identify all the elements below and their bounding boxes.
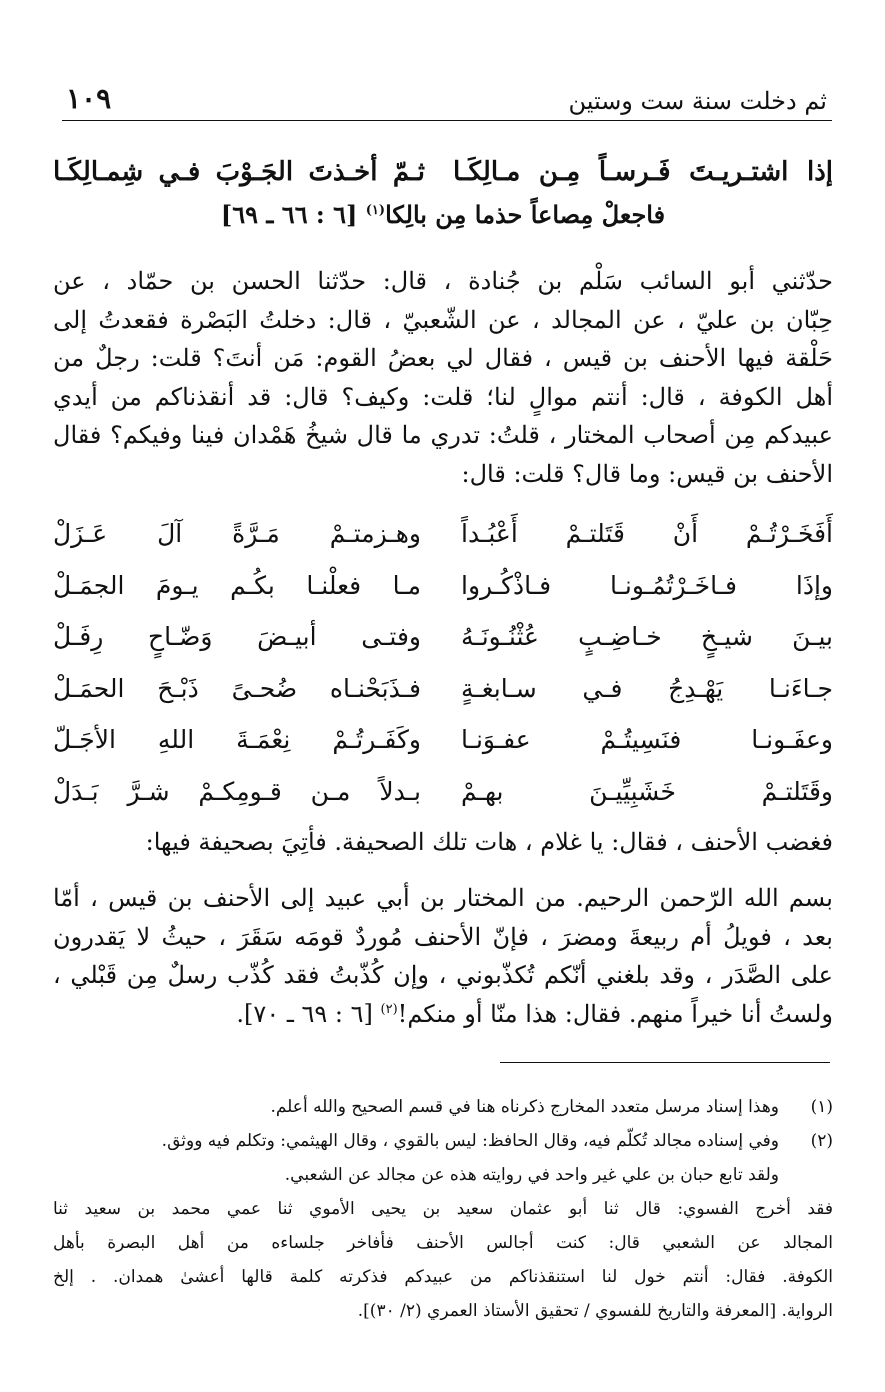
running-header: ثم دخلت سنة ست وستين <box>568 87 827 115</box>
verse-hemistich-second: مـا فعلْنـا بكُـم يـومَ الجمَـلْ <box>53 570 421 600</box>
verse-hemistich-first: جـاءَنـا يَهْـدِجُ فـي سـابغـةٍ <box>461 673 833 703</box>
verse-hemistich-second: بـدلاً مـن قـومِكـمْ شـرَّ بَـدَلْ <box>53 776 421 806</box>
verse-hemistich-second: فـذَبَحْنـاه ضُحـىً ذَبْـحَ الحمَـلْ <box>53 673 421 703</box>
footnote-number: (٢) <box>810 1131 833 1151</box>
verse-hemistich-first: إذا اشتـريـتَ فَـرسـاً مِـن مـالِكَـا <box>453 157 833 187</box>
verse-hemistich-first: بيـنَ شيـخٍ خـاضِـبٍ عُثْنُـونَـهُ <box>461 622 833 652</box>
source-reference: [٦ : ٦٦ ـ ٦٩] <box>220 200 358 229</box>
footnote-2-continuation: ولقد تابع حبان بن علي غير واحد في روايته هذه عن مجالد عن الشعبي. <box>284 1165 779 1185</box>
footnote-2-continuation: الكوفة. فقال: أنتم خول لنا استنقذناكم من عبيدكم فذكرته كلمة قالها أعشىٰ همدان. . إلخ <box>53 1267 833 1287</box>
header-divider <box>62 120 832 121</box>
footnote-2-continuation: الرواية. [المعرفة والتاريخ للفسوي / تحقيق الأستاذ العمري (٢/ ٣٠)]. <box>357 1301 833 1321</box>
poem-verse <box>53 514 833 566</box>
page-number: ١٠٩ <box>66 82 112 115</box>
footnote-text: وفي إسناده مجالد تُكلّم فيه، وقال الحافظ: ليس بالقوي ، وقال الهيثمي: وتكلم فيه ووثق. <box>161 1131 779 1151</box>
text-line: بعد ، فويلُ أم ربيعةَ ومضرَ ، فإنّ الأحنف مُوردٌ قومَه سَقَرَ ، حيثُ لا يَقدرون <box>53 922 833 951</box>
footnote-2-continuation: المجالد عن الشعبي قال: كنت أجالس الأحنف فأفاخر جلساءه من أهل البصرة بأهل <box>53 1233 833 1253</box>
text-line: حدّثني أبو السائب سَلْم بن جُنادة ، قال: حدّثنا الحسن بن حمّاد ، عن <box>53 267 833 295</box>
text-line <box>53 995 833 1034</box>
paragraph-letter <box>53 879 833 1033</box>
paragraph-narration <box>53 262 833 494</box>
verse-hemistich-second: وفتـى أبيـضَ وَضّـاحٍ رِفَـلْ <box>53 622 421 652</box>
footnote-marker-1: (١) <box>365 203 386 218</box>
text-line: حَلْقة فيها الأحنف بن قيس ، فقال لي بعضُ القوم: مَن أنتَ؟ قلت: رجلٌ من <box>53 344 833 373</box>
poem-verse <box>53 669 833 721</box>
text-line: الأحنف بن قيس: وما قال؟ قلت: قال: <box>461 459 833 488</box>
verse-hemistich-first: أَفَخَـرْتُـمْ أَنْ قَتَلتـمْ أَعْبُـداً <box>461 519 833 548</box>
verse-hemistich-second: وهـزمتـمْ مَـرَّةً آلَ عَـزَلْ <box>53 519 421 548</box>
poem-verse <box>53 566 833 618</box>
verse-hemistich-first: وإذَا فـاخَـرْتُمُـونـا فـاذْكُـروا <box>461 570 833 600</box>
verse-hemistich-second: وكَفَـرتُـمْ نِعْمَـةَ اللهِ الأجَـلّ <box>53 725 421 755</box>
text-line: على الصَّدَر ، وقد بلغني أنّكم تُكذّبوني ، وإن كُذّبتُ فقد كُذّب رسلٌ مِن قَبْلي ، <box>53 961 833 990</box>
poem-verse <box>53 617 833 669</box>
verse-hemistich-second: ثـمّ أخـذتَ الجَـوْبَ فـي شِمـالِكَـا <box>53 157 425 187</box>
poem-verse <box>53 720 833 772</box>
footnote-divider <box>500 1062 830 1063</box>
text-line: عبيدكم مِن أصحاب المختار ، قلتُ: تدري ما قال شيخُ هَمْدان فينا وفيكم؟ فقال <box>53 421 833 450</box>
poem <box>53 514 833 824</box>
verse-hemistich-first: وقَتَلتـمْ خَشَبِيِّيـنَ بهـمْ <box>461 776 833 806</box>
after-poem-line: فغضب الأحنف ، فقال: يا غلام ، هات تلك الصحيفة. فأتِيَ بصحيفة فيها: <box>145 828 833 856</box>
source-reference: [٦ : ٦٩ ـ ٧٠]. <box>236 999 373 1028</box>
verse-hemistich-first: وعفَـونـا فنَسِيتُـمْ عفـوَنـا <box>461 725 833 755</box>
footnote-2-continuation: فقد أخرج الفسوي: قال ثنا أبو عثمان سعيد بن يحيى الأموي ثنا عمي محمد بن سعيد ثنا <box>53 1199 833 1219</box>
opening-verse-line-2 <box>53 197 833 233</box>
poem-verse <box>53 772 833 824</box>
text-line: أهل الكوفة ، قال: أنتم موالٍ لنا؛ قلت: وكيف؟ قال: قد أنقذناكم من أيدي <box>53 382 833 411</box>
opening-verse-line <box>53 152 833 192</box>
footnote-number: (١) <box>810 1097 833 1117</box>
text-line-content: ولستُ أنا خيراً منهم. فقال: هذا منّا أو منكم! <box>397 999 833 1028</box>
footnote-text: وهذا إسناد مرسل متعدد المخارج ذكرناه هنا في قسم الصحيح والله أعلم. <box>270 1097 779 1117</box>
verse-text: فاجعلْ مِصاعاً حذما مِن بالِكا <box>385 200 666 229</box>
text-line: بسم الله الرّحمن الرحيم. من المختار بن أبي عبيد إلى الأحنف بن قيس ، أمّا <box>53 884 833 912</box>
footnote-marker-2: (٢) <box>380 1001 398 1017</box>
text-line: حِبّان بن عليّ ، عن المجالد ، عن الشّعبيّ ، قال: دخلتُ البَصْرة فقعدتُ إلى <box>53 305 833 334</box>
